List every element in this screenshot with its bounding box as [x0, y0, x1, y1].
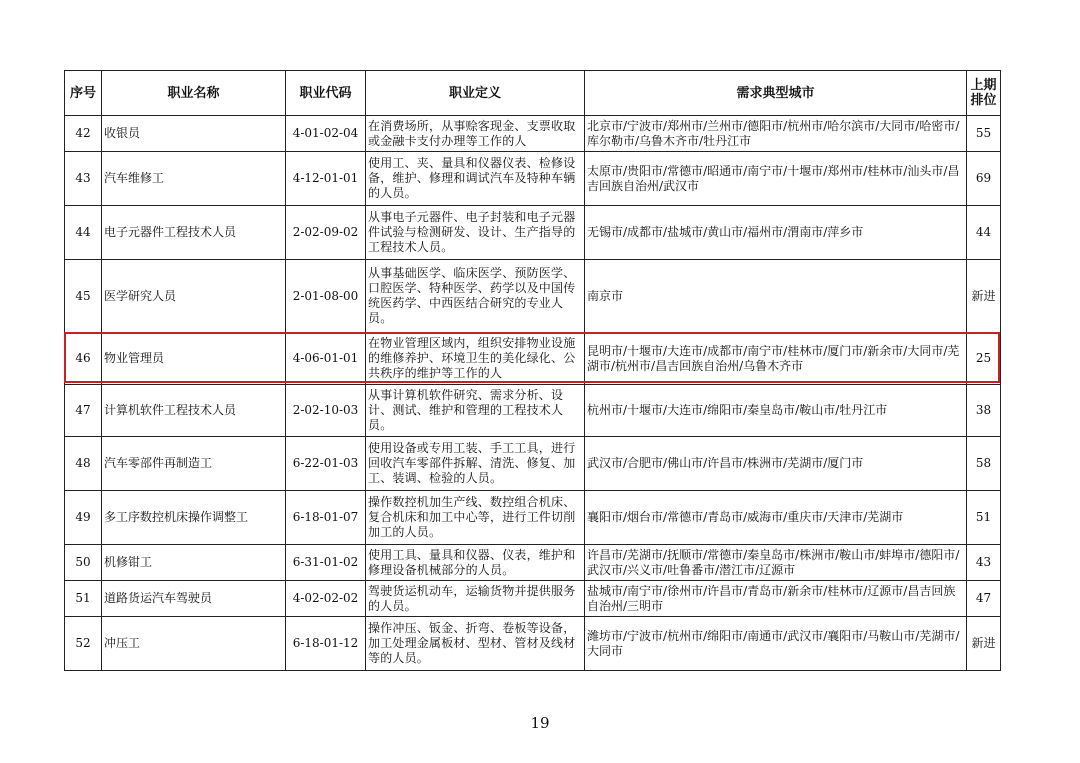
- cell-code: 6-22-01-03: [286, 437, 366, 491]
- cell-code: 4-06-01-01: [286, 333, 366, 385]
- cell-name: 物业管理员: [102, 333, 286, 385]
- cell-prev-rank: 25: [967, 333, 1001, 385]
- cell-name: 收银员: [102, 116, 286, 152]
- cell-cities: 盐城市/南宁市/徐州市/许昌市/青岛市/新余市/桂林市/辽源市/昌吉回族自治州/三明市: [585, 581, 967, 617]
- cell-no: 43: [65, 152, 102, 206]
- cell-cities: 潍坊市/宁波市/杭州市/绵阳市/南通市/武汉市/襄阳市/马鞍山市/芜湖市/大同市: [585, 617, 967, 671]
- cell-name: 机修钳工: [102, 545, 286, 581]
- table-row: [65, 152, 1001, 206]
- header-cities: 需求典型城市: [585, 71, 967, 116]
- cell-no: 44: [65, 206, 102, 260]
- header-name: 职业名称: [102, 71, 286, 116]
- cell-code: 4-02-02-02: [286, 581, 366, 617]
- header-no: 序号: [65, 71, 102, 116]
- cell-cities: 杭州市/十堰市/大连市/绵阳市/秦皇岛市/鞍山市/牡丹江市: [585, 385, 967, 437]
- cell-cities: 襄阳市/烟台市/常德市/青岛市/威海市/重庆市/天津市/芜湖市: [585, 491, 967, 545]
- cell-definition: 操作冲压、钣金、折弯、卷板等设备，加工处理金属板材、型材、管材及线材等的人员。: [366, 617, 585, 671]
- cell-name: 冲压工: [102, 617, 286, 671]
- cell-prev-rank: 47: [967, 581, 1001, 617]
- cell-no: 48: [65, 437, 102, 491]
- cell-prev-rank: 38: [967, 385, 1001, 437]
- cell-code: 6-18-01-12: [286, 617, 366, 671]
- table-row: [65, 617, 1001, 671]
- header-definition: 职业定义: [366, 71, 585, 116]
- table-row: [65, 116, 1001, 152]
- cell-code: 4-01-02-04: [286, 116, 366, 152]
- cell-cities: 许昌市/芜湖市/抚顺市/常德市/秦皇岛市/株洲市/鞍山市/蚌埠市/德阳市/武汉市/兴义市/吐鲁番市/潜江市/辽源市: [585, 545, 967, 581]
- cell-no: 50: [65, 545, 102, 581]
- header-prev-rank: 上期排位: [967, 71, 1001, 116]
- cell-cities: 昆明市/十堰市/大连市/成都市/南宁市/桂林市/厦门市/新余市/大同市/芜湖市/杭州市/昌吉回族自治州/乌鲁木齐市: [585, 333, 967, 385]
- cell-prev-rank: 51: [967, 491, 1001, 545]
- cell-name: 汽车维修工: [102, 152, 286, 206]
- cell-name: 电子元器件工程技术人员: [102, 206, 286, 260]
- cell-no: 45: [65, 260, 102, 333]
- cell-name: 汽车零部件再制造工: [102, 437, 286, 491]
- cell-name: 道路货运汽车驾驶员: [102, 581, 286, 617]
- table-row: [65, 260, 1001, 333]
- cell-definition: 驾驶货运机动车，运输货物并提供服务的人员。: [366, 581, 585, 617]
- cell-code: 2-01-08-00: [286, 260, 366, 333]
- table-row: [65, 206, 1001, 260]
- page-number: 19: [530, 714, 550, 732]
- cell-definition: 操作数控机加生产线、数控组合机床、复合机床和加工中心等，进行工件切削加工的人员。: [366, 491, 585, 545]
- cell-name: 医学研究人员: [102, 260, 286, 333]
- cell-prev-rank: 新进: [967, 260, 1001, 333]
- cell-code: 4-12-01-01: [286, 152, 366, 206]
- table-row: [65, 437, 1001, 491]
- occupation-table: [64, 70, 1001, 671]
- table-row: [65, 385, 1001, 437]
- table-header-row: [65, 71, 1001, 116]
- cell-code: 6-31-01-02: [286, 545, 366, 581]
- cell-definition: 使用工、夹、量具和仪器仪表、检修设备，维护、修理和调试汽车及特种车辆的人员。: [366, 152, 585, 206]
- cell-no: 51: [65, 581, 102, 617]
- cell-prev-rank: 55: [967, 116, 1001, 152]
- cell-prev-rank: 69: [967, 152, 1001, 206]
- cell-definition: 从事电子元器件、电子封装和电子元器件试验与检测研发、设计、生产指导的工程技术人员。: [366, 206, 585, 260]
- cell-name: 计算机软件工程技术人员: [102, 385, 286, 437]
- table-row: [65, 333, 1001, 385]
- cell-definition: 在物业管理区域内，组织安排物业设施的维修养护、环境卫生的美化绿化、公共秩序的维护等工作的人: [366, 333, 585, 385]
- cell-cities: 北京市/宁波市/郑州市/兰州市/德阳市/杭州市/哈尔滨市/大同市/哈密市/库尔勒市/乌鲁木齐市/牡丹江市: [585, 116, 967, 152]
- cell-prev-rank: 43: [967, 545, 1001, 581]
- cell-definition: 使用设备或专用工装、手工工具，进行回收汽车零部件拆解、清洗、修复、加工、装调、检验的人员。: [366, 437, 585, 491]
- cell-code: 6-18-01-07: [286, 491, 366, 545]
- cell-cities: 武汉市/合肥市/佛山市/许昌市/株洲市/芜湖市/厦门市: [585, 437, 967, 491]
- cell-cities: 南京市: [585, 260, 967, 333]
- cell-no: 42: [65, 116, 102, 152]
- cell-no: 52: [65, 617, 102, 671]
- cell-prev-rank: 58: [967, 437, 1001, 491]
- cell-no: 49: [65, 491, 102, 545]
- cell-code: 2-02-10-03: [286, 385, 366, 437]
- cell-definition: 使用工具、量具和仪器、仪表，维护和修理设备机械部分的人员。: [366, 545, 585, 581]
- cell-cities: 无锡市/成都市/盐城市/黄山市/福州市/渭南市/萍乡市: [585, 206, 967, 260]
- cell-definition: 从事计算机软件研究、需求分析、设计、测试、维护和管理的工程技术人员。: [366, 385, 585, 437]
- cell-no: 47: [65, 385, 102, 437]
- cell-cities: 太原市/贵阳市/常德市/昭通市/南宁市/十堰市/郑州市/桂林市/汕头市/昌吉回族自治州/武汉市: [585, 152, 967, 206]
- cell-code: 2-02-09-02: [286, 206, 366, 260]
- cell-no: 46: [65, 333, 102, 385]
- cell-definition: 从事基础医学、临床医学、预防医学、口腔医学、特种医学、药学以及中国传统医药学、中西医结合研究的专业人员。: [366, 260, 585, 333]
- cell-prev-rank: 44: [967, 206, 1001, 260]
- table-row: [65, 545, 1001, 581]
- table-row: [65, 581, 1001, 617]
- cell-name: 多工序数控机床操作调整工: [102, 491, 286, 545]
- header-code: 职业代码: [286, 71, 366, 116]
- cell-prev-rank: 新进: [967, 617, 1001, 671]
- table-row: [65, 491, 1001, 545]
- cell-definition: 在消费场所，从事赊客现金、支票收取或金融卡支付办理等工作的人: [366, 116, 585, 152]
